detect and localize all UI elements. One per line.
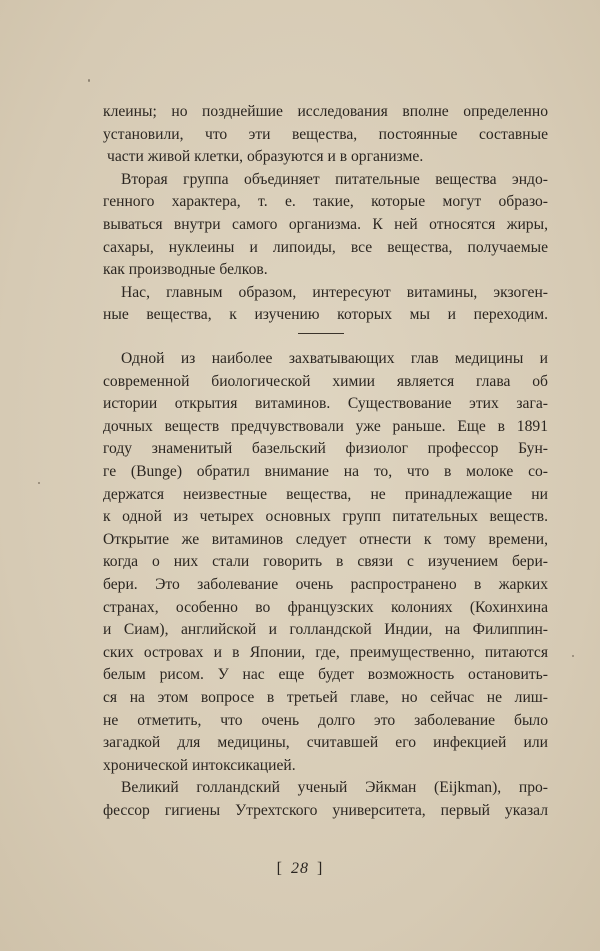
text-line: Вторая группа объединяет питательные вещества эндо- <box>121 170 548 188</box>
paragraph-3 <box>103 282 548 327</box>
paper-speck <box>38 482 40 484</box>
text-block-upper <box>103 101 548 327</box>
text-line: дочных веществ предчувствовали уже раньше. Еще в 1891 <box>103 417 548 435</box>
text-line: бери. Это заболевание очень распространено в жарких <box>103 575 548 593</box>
paragraph-4 <box>103 348 548 777</box>
paper-speck <box>88 79 90 82</box>
text-line: современной биологической химии является глава об <box>103 372 548 390</box>
section-divider <box>298 333 344 334</box>
text-line: держатся неизвестные вещества, не принадлежащие ни <box>103 485 548 503</box>
text-line: фессор гигиены Утрехтского университета, первый указал <box>103 801 548 819</box>
text-line: как производные белков. <box>103 261 268 279</box>
text-line: Великий голландский ученый Эйкман (Eijkman), про- <box>121 779 548 797</box>
text-line: году знаменитый базельский физиолог профессор Бун- <box>103 440 548 458</box>
paper-speck <box>572 655 574 657</box>
text-line: истории открытия витаминов. Существование этих зага- <box>103 395 548 413</box>
page-number: 28 <box>291 860 309 877</box>
text-line: ских островах и в Японии, где, преимущественно, питаются <box>103 643 548 661</box>
bracket-open: [ <box>276 860 283 877</box>
paragraph-1 <box>103 101 548 169</box>
text-line: хронической интоксикацией. <box>103 756 296 774</box>
text-line: вываться внутри самого организма. К ней относятся жиры, <box>103 215 548 233</box>
text-line: Одной из наиболее захватывающих глав медицины и <box>121 350 548 367</box>
text-line: клеины; но позднейшие исследования вполне определенно <box>103 103 548 120</box>
text-line: ные вещества, к изучению которых мы и переходим. <box>103 306 548 324</box>
text-block-lower <box>103 348 548 822</box>
text-line: части живой клетки, образуются и в организме. <box>107 148 424 166</box>
text-line: Открытие же витаминов следует отнести к тому времени, <box>103 530 548 548</box>
text-line: к одной из четырех основных групп питательных веществ. <box>103 508 548 526</box>
text-line: не отметить, что очень долго это заболевание было <box>103 711 548 729</box>
text-line: ге (Bunge) обратил внимание на то, что в молоке со- <box>103 462 548 480</box>
page-number-footer <box>0 860 600 878</box>
text-line: странах, особенно во французских колониях (Кохинхина <box>103 598 548 616</box>
text-line: ся на этом вопросе в третьей главе, но сейчас не лиш- <box>103 688 548 706</box>
bracket-close: ] <box>317 860 324 877</box>
text-line: и Сиам), английской и голландской Индии, на Филиппин- <box>103 621 548 639</box>
text-line: установили, что эти вещества, постоянные составные <box>103 125 548 143</box>
text-line: загадкой для медицины, считавшей его инфекцией или <box>103 734 548 752</box>
text-line: белым рисом. У нас еще будет возможность остановить- <box>103 666 548 684</box>
text-line: Нас, главным образом, интересуют витамины, экзоген- <box>121 283 548 301</box>
text-line: когда о них стали говорить в связи с изучением бери- <box>103 553 548 571</box>
text-line: сахары, нуклеины и липоиды, все вещества, получаемые <box>103 238 548 256</box>
paragraph-5 <box>103 777 548 822</box>
text-line: генного характера, т. е. такие, которые могут образо- <box>103 193 548 211</box>
paragraph-2 <box>103 169 548 282</box>
